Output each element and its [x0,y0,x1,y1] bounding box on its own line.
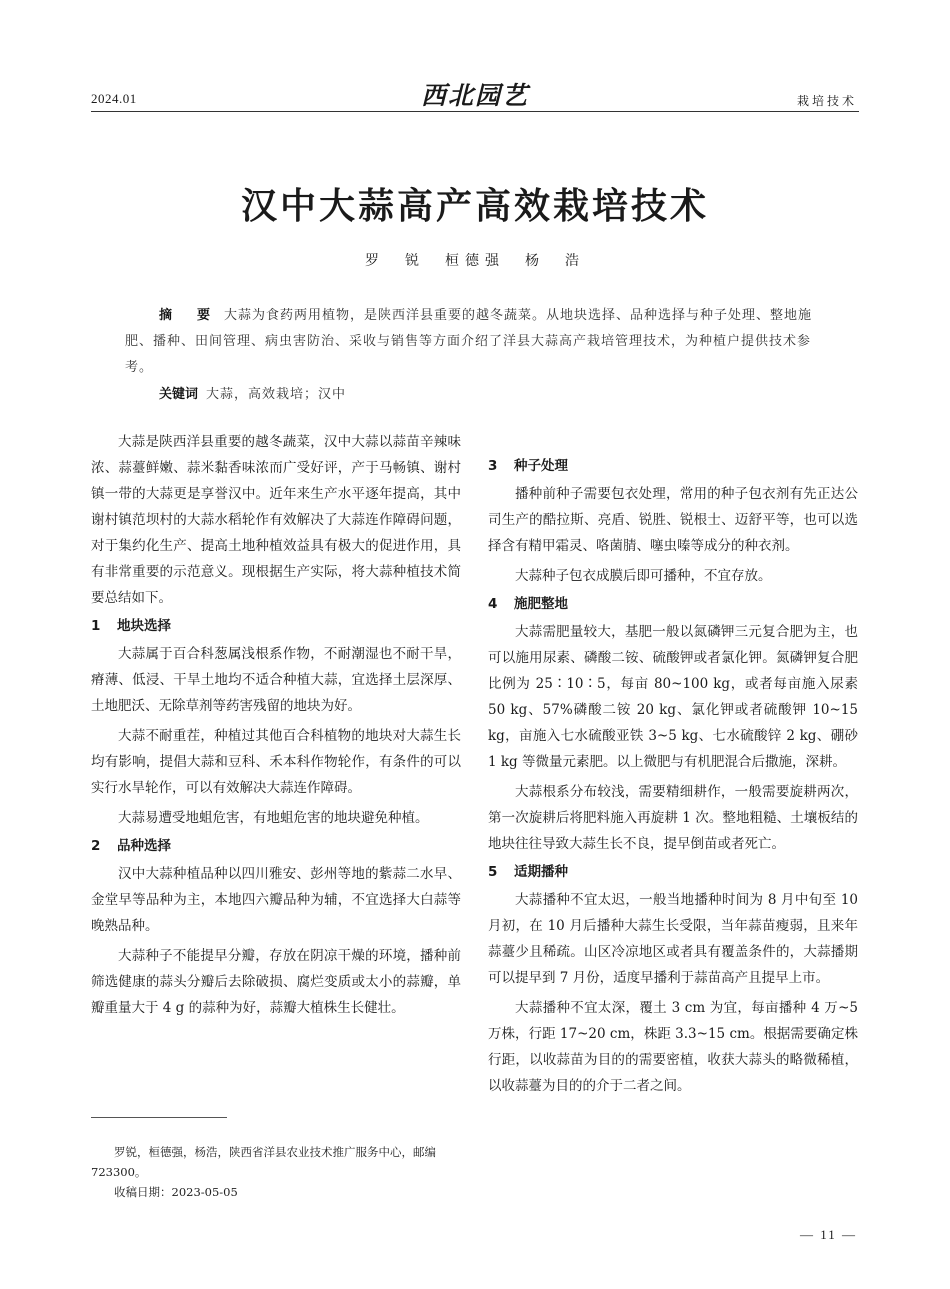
paragraph: 大蒜种子包衣成膜后即可播种，不宜存放。 [515,568,772,584]
intro-paragraph: 大蒜是陕西洋县重要的越冬蔬菜，汉中大蒜以蒜苗辛辣味浓、蒜薹鲜嫩、蒜米黏香味浓而广受好评，产于马畅镇、谢村镇一带的大蒜更是享誉汉中。近年来生产水平逐年提高，其中谢村镇范坝村的大蒜水稻轮作有效解决了大蒜连作障碍问题，对于集约化生产、提高土地种植效益具有极大的促进作用，具有非常重要的示范意义。现根据生产实际，将大蒜种植技术简要总结如下。 [91,434,461,606]
abstract-label: 摘 要 [159,308,217,323]
left-column [91,429,461,1025]
abstract [125,303,835,381]
section-number: 2 [91,838,101,854]
section-heading-1 [91,615,461,637]
paragraph: 大蒜需肥量较大，基肥一般以氮磷钾三元复合肥为主，也可以施用尿素、磷酸二铵、硫酸钾或者氯化钾。氮磷钾复合肥比例为 25∶10∶5，每亩 80~100 kg，或者每亩施入尿素 50 kg、57%磷酸二铵 20 kg、氯化钾或者硫酸钾 10~15 kg，亩施入七水硫酸亚铁 3~5 kg、七水硫酸锌 2 kg、硼砂 1 kg 等微量元素肥。以上微肥与有机肥混合后撒施，深耕。 [488,624,858,770]
keywords-text: 大蒜，高效栽培；汉中 [206,387,347,402]
paragraph: 大蒜易遭受地蛆危害，有地蛆危害的地块避免种植。 [118,810,429,826]
section-heading-5 [488,861,858,883]
keywords-label: 关键词 [159,387,199,402]
section-title: 适期播种 [514,864,568,880]
paragraph: 大蒜不耐重茬，种植过其他百合科植物的地块对大蒜生长均有影响，提倡大蒜和豆科、禾本科作物轮作，有条件的可以实行水旱轮作，可以有效解决大蒜连作障碍。 [91,728,461,796]
section-heading-3 [488,455,858,477]
paragraph: 汉中大蒜种植品种以四川雅安、彭州等地的紫蒜二水早、金堂早等品种为主，本地四六瓣品种为辅，不宜选择大白蒜等晚熟品种。 [91,866,461,934]
issue-date: 2024.01 [91,91,137,106]
section-number: 5 [488,864,498,880]
authors: 罗 锐 桓德强 杨 浩 [365,253,585,269]
section-number: 1 [91,618,101,634]
paragraph: 大蒜根系分布较浅，需要精细耕作，一般需要旋耕两次，第一次旋耕后将肥料施入再旋耕 1 次。整地粗糙、土壤板结的地块往往导致大蒜生长不良，提早倒苗或者死亡。 [488,784,858,852]
header-divider [91,111,859,112]
section-title: 品种选择 [117,838,171,854]
section-title: 施肥整地 [514,596,568,612]
right-column [488,455,858,1103]
footnote [91,1142,463,1202]
section-number: 4 [488,596,498,612]
author-affiliation: 罗锐，桓德强，杨浩，陕西省洋县农业技术推广服务中心，邮编 723300。 [91,1145,436,1179]
section-heading-4 [488,593,858,615]
paragraph: 大蒜播种不宜太迟，一般当地播种时间为 8 月中旬至 10 月初，在 10 月后播种大蒜生长受限，当年蒜苗瘦弱，且来年蒜薹少且稀疏。山区冷凉地区或者具有覆盖条件的，大蒜播期可以提早到 7 月份，适度早播利于蒜苗高产且提早上市。 [488,892,858,986]
section-number: 3 [488,458,498,474]
abstract-text: 大蒜为食药两用植物，是陕西洋县重要的越冬蔬菜。从地块选择、品种选择与种子处理、整地施肥、播种、田间管理、病虫害防治、采收与销售等方面介绍了洋县大蒜高产栽培管理技术，为种植户提供技术参考。 [125,308,813,375]
received-date: 收稿日期：2023-05-05 [114,1185,238,1199]
section-title: 地块选择 [117,618,171,634]
journal-logo: 西北园艺 [420,81,529,110]
section-title: 种子处理 [514,458,568,474]
keywords [159,382,346,408]
section-heading-2 [91,835,461,857]
footnote-divider [91,1117,227,1118]
paragraph: 大蒜属于百合科葱属浅根系作物，不耐潮湿也不耐干旱，瘠薄、低浸、干旱土地均不适合种植大蒜，宜选择土层深厚、土地肥沃、无除草剂等药害残留的地块为好。 [91,646,461,714]
paragraph: 大蒜播种不宜太深，覆土 3 cm 为宜，每亩播种 4 万~5 万株，行距 17~20 cm，株距 3.3~15 cm。根据需要确定株行距，以收蒜苗为目的的需要密植，收获大蒜头的略微稀植，以收蒜薹为目的的介于二者之间。 [488,1000,858,1094]
paragraph: 播种前种子需要包衣处理，常用的种子包衣剂有先正达公司生产的酷拉斯、亮盾、锐胜、锐根士、迈舒平等，也可以选择含有精甲霜灵、咯菌腈、噻虫嗪等成分的种衣剂。 [488,486,858,554]
column-name: 栽培技术 [796,94,857,108]
article-title: 汉中大蒜高产高效栽培技术 [240,186,709,227]
paragraph: 大蒜种子不能提早分瓣，存放在阴凉干燥的环境，播种前筛选健康的蒜头分瓣后去除破损、腐烂变质或太小的蒜瓣，单瓣重量大于 4 g 的蒜种为好，蒜瓣大植株生长健壮。 [91,948,461,1016]
page-number: — 11 — [799,1227,857,1242]
